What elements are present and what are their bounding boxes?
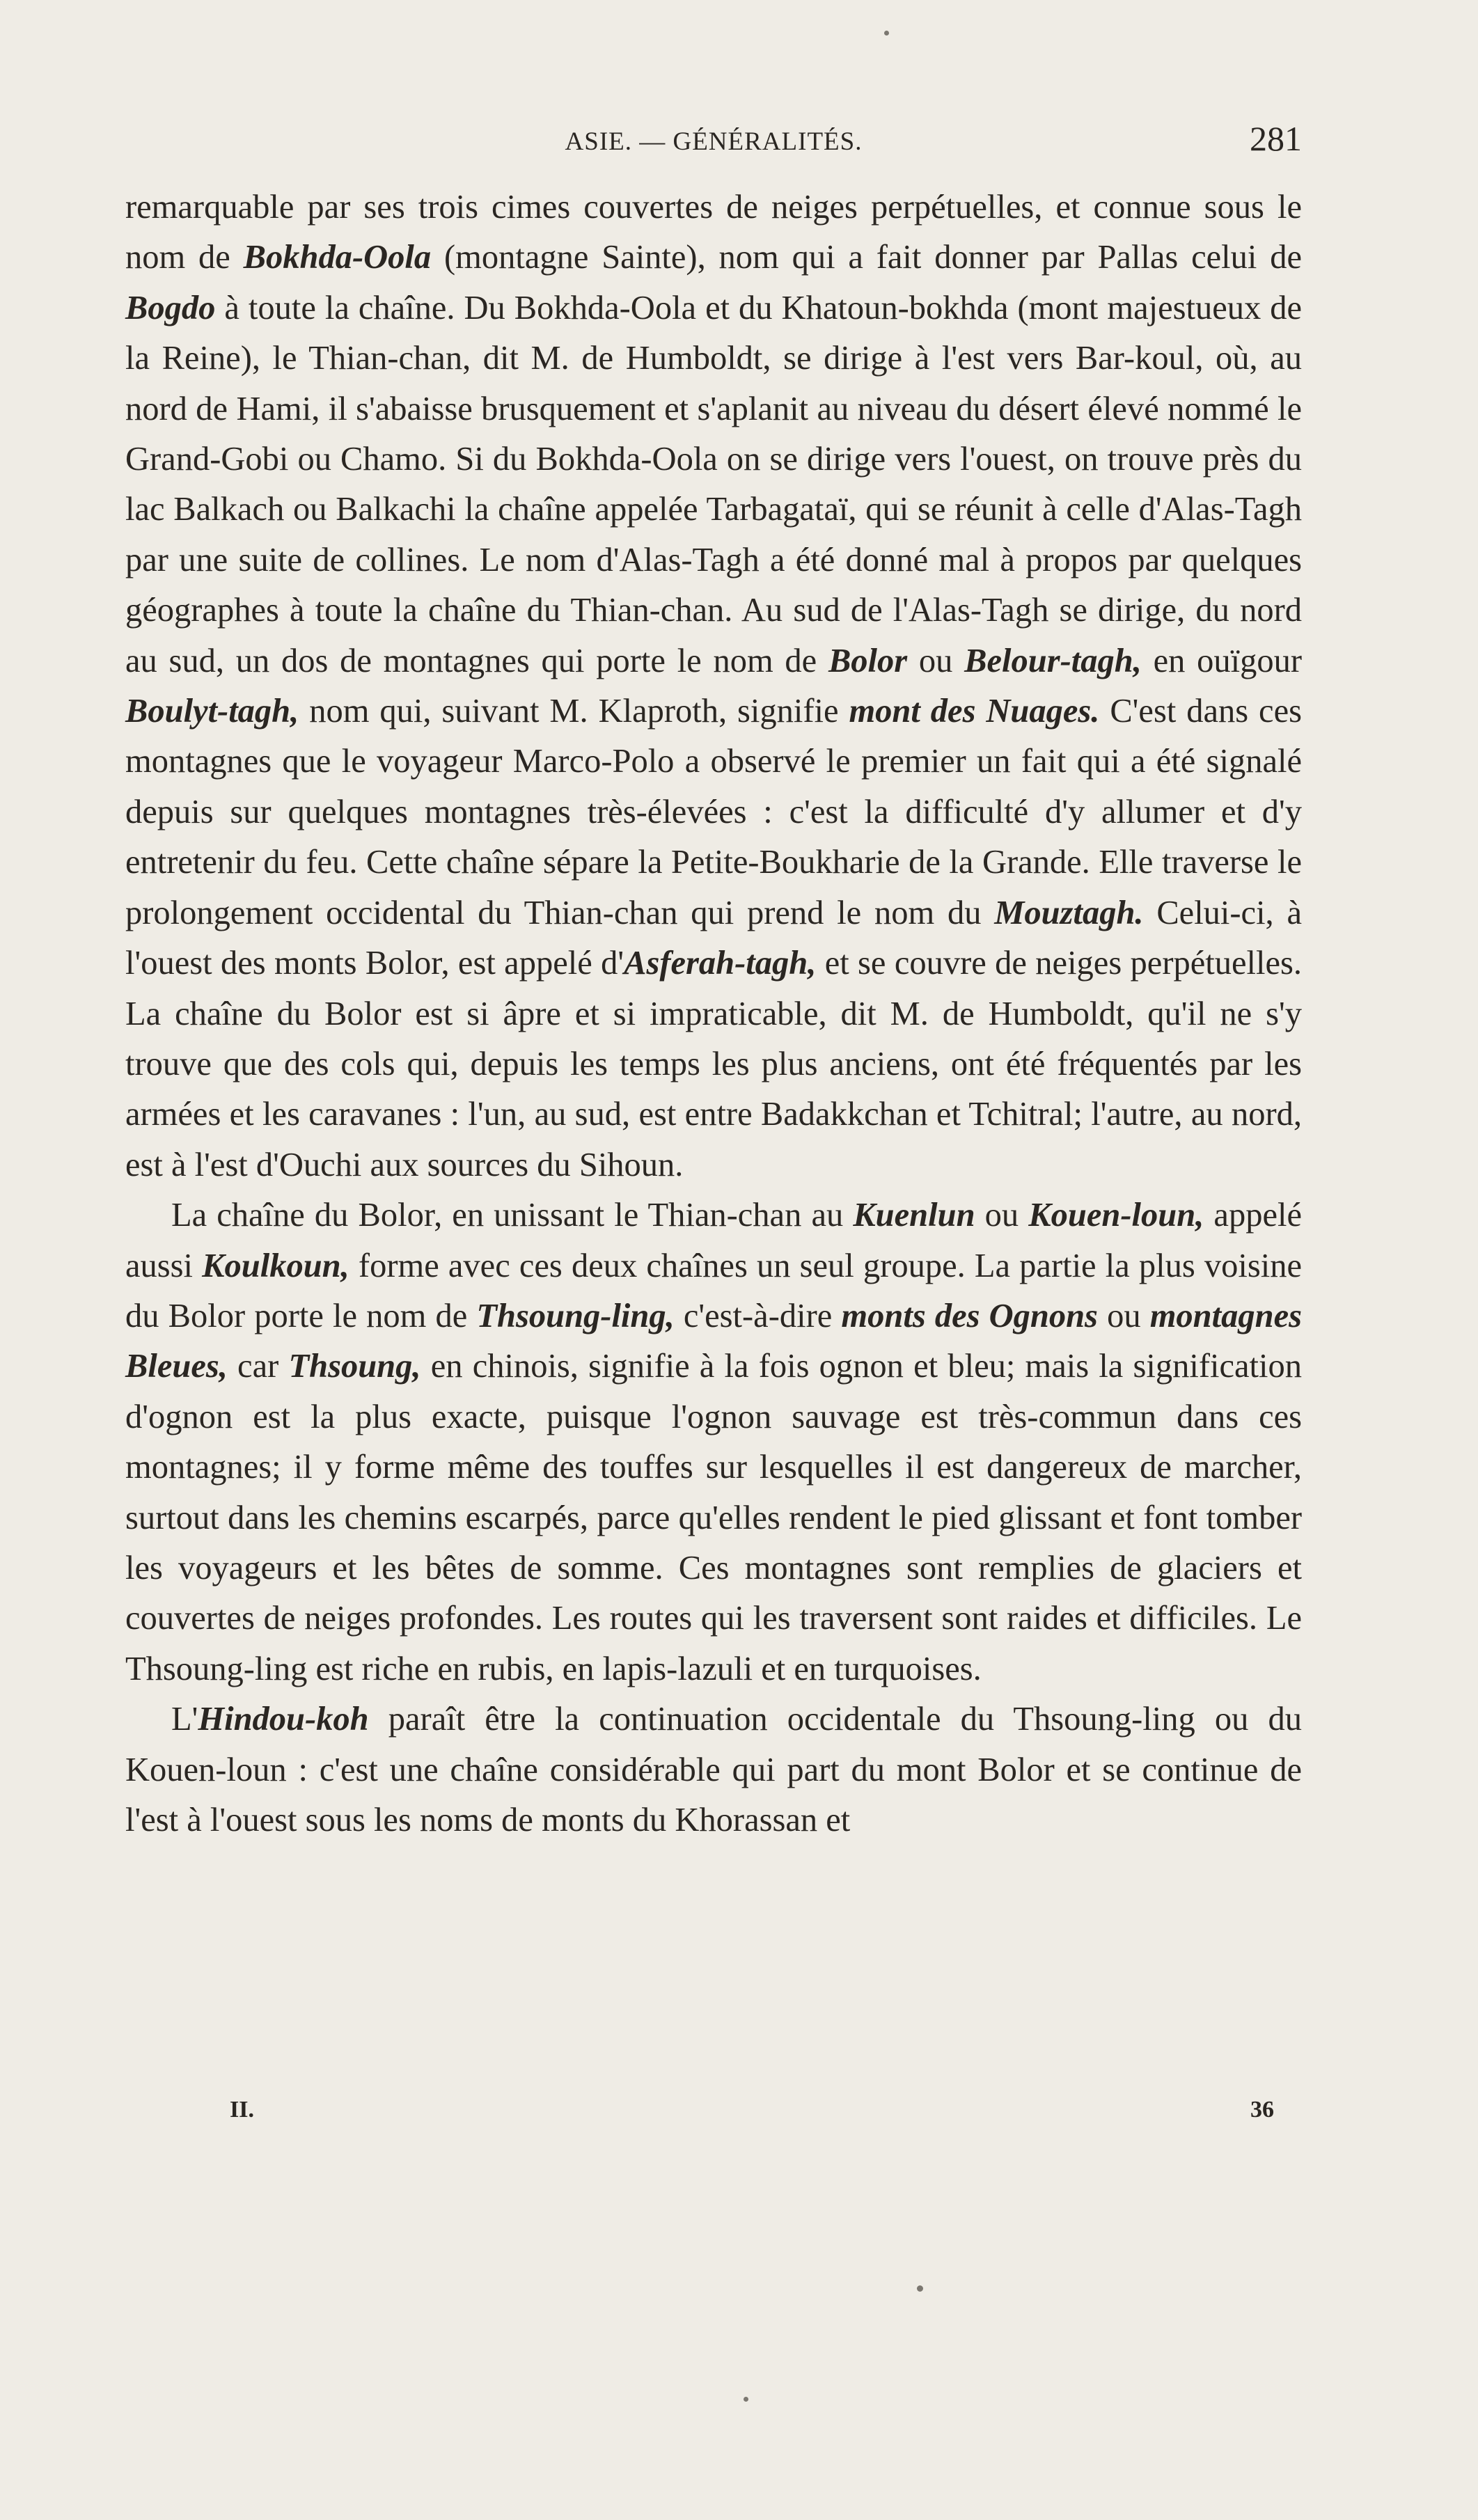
text-run: C'est dans ces montagnes que le voyageur Marco-Polo a observé le premier un fait qui a été signalé depuis sur quelques montagnes très-élevées : c'est la difficulté d'y allumer et d'y entretenir du feu. Cette chaîne sépare la Petite-Boukharie de la Grande. Elle traverse le prolongement occidental du Thian-chan qui prend le nom du	[125, 693, 1302, 931]
italic-term: monts des Ognons	[841, 1297, 1098, 1334]
running-head	[125, 118, 1302, 167]
page-number: 281	[1250, 119, 1302, 158]
italic-term: Asferah-tagh,	[624, 945, 817, 982]
text-run: forme avec ces deux chaînes un seul groupe. La partie la plus voisine du Bolor porte le nom de	[125, 1247, 1302, 1334]
text-run: paraît être la continuation occidentale du Thsoung-ling ou du Kouen-loun : c'est une chaîne considérable qui part du mont Bolor et se continue de l'est à l'ouest sous les noms de monts du Khorassan et	[125, 1701, 1302, 1838]
volume-signature: II.	[230, 2097, 254, 2123]
paragraph	[125, 182, 1302, 1190]
italic-term: Koulkoun,	[202, 1247, 349, 1284]
text-run: appelé aussi	[125, 1197, 1302, 1284]
text-run: La chaîne du Bolor, en unissant le Thian-chan au	[171, 1197, 854, 1234]
running-title: ASIE. — GÉNÉRALITÉS.	[565, 127, 863, 156]
paragraph	[125, 1694, 1302, 1845]
paper-speck	[744, 2397, 748, 2402]
paper-speck	[917, 2285, 923, 2292]
paper-speck	[884, 31, 889, 36]
italic-term: mont des Nuages.	[849, 693, 1100, 730]
paragraph	[125, 1190, 1302, 1694]
italic-term: Kouen-loun,	[1028, 1197, 1204, 1234]
italic-term: Kuenlun	[853, 1197, 975, 1234]
italic-term: Boulyt-tagh,	[125, 693, 299, 730]
text-run: à toute la chaîne. Du Bokhda-Oola et du Khatoun-bokhda (mont majestueux de la Reine), le Thian-chan, dit M. de Humboldt, se dirige à l'est vers Bar-koul, où, au nord de Hami, il s'abaisse brusquement et s'aplanit au niveau du désert élevé nommé le Grand-Gobi ou Chamo. Si du Bokhda-Oola on se dirige vers l'ouest, on trouve près du lac Balkach ou Balkachi la chaîne appelée Tarbagataï, qui se réunit à celle d'Alas-Tagh par une suite de collines. Le nom d'Alas-Tagh a été donné mal à propos par quelques géographes à toute la chaîne du Thian-chan. Au sud de l'Alas-Tagh se dirige, du nord au sud, un dos de montagnes qui porte le nom de	[125, 289, 1302, 679]
text-run: ou	[975, 1197, 1029, 1234]
italic-term: montagnes Bleues,	[125, 1297, 1302, 1385]
italic-term: Bolor	[828, 642, 908, 679]
text-run: ou	[907, 642, 965, 679]
text-run: en ouïgour	[1141, 642, 1303, 679]
text-run: L'	[171, 1701, 198, 1738]
italic-term: Belour-tagh,	[964, 642, 1142, 679]
text-run: car	[227, 1348, 289, 1385]
italic-term: Mouztagh.	[994, 894, 1144, 931]
sheet-signature: 36	[1250, 2097, 1274, 2123]
italic-term: Bokhda-Oola	[243, 239, 432, 276]
text-run: remarquable par ses trois cimes couvertes de neiges perpétuelles, et connue sous le nom de	[125, 189, 1302, 276]
text-run: Celui-ci, à l'ouest des monts Bolor, est appelé d'	[125, 894, 1302, 982]
italic-term: Bogdo	[125, 289, 216, 326]
italic-term: Thsoung-ling,	[476, 1297, 675, 1334]
body-text	[125, 182, 1302, 1845]
italic-term: Thsoung,	[288, 1348, 421, 1385]
text-run: c'est-à-dire	[674, 1297, 842, 1334]
text-run: (montagne Sainte), nom qui a fait donner par Pallas celui de	[431, 239, 1302, 276]
text-run: nom qui, suivant M. Klaproth, signifie	[299, 693, 849, 730]
signature-line	[230, 2097, 1274, 2139]
text-run: en chinois, signifie à la fois ognon et bleu; mais la signification d'ognon est la plus exacte, puisque l'ognon sauvage est très-commun dans ces montagnes; il y forme même des touffes sur lesquelles il est dangereux de marcher, surtout dans les chemins escarpés, parce qu'elles rendent le pied glissant et font tomber les voyageurs et les bêtes de somme. Ces montagnes sont remplies de glaciers et couvertes de neiges profondes. Les routes qui les traversent sont raides et difficiles. Le Thsoung-ling est riche en rubis, en lapis-lazuli et en turquoises.	[125, 1348, 1302, 1687]
italic-term: Hindou-koh	[198, 1701, 369, 1738]
text-run: ou	[1097, 1297, 1150, 1334]
text-run: et se couvre de neiges perpétuelles. La chaîne du Bolor est si âpre et si impraticable, dit M. de Humboldt, qu'il ne s'y trouve que des cols qui, depuis les temps les plus anciens, ont été fréquentés par les armées et les caravanes : l'un, au sud, est entre Badakkchan et Tchitral; l'autre, au nord, est à l'est d'Ouchi aux sources du Sihoun.	[125, 945, 1302, 1183]
